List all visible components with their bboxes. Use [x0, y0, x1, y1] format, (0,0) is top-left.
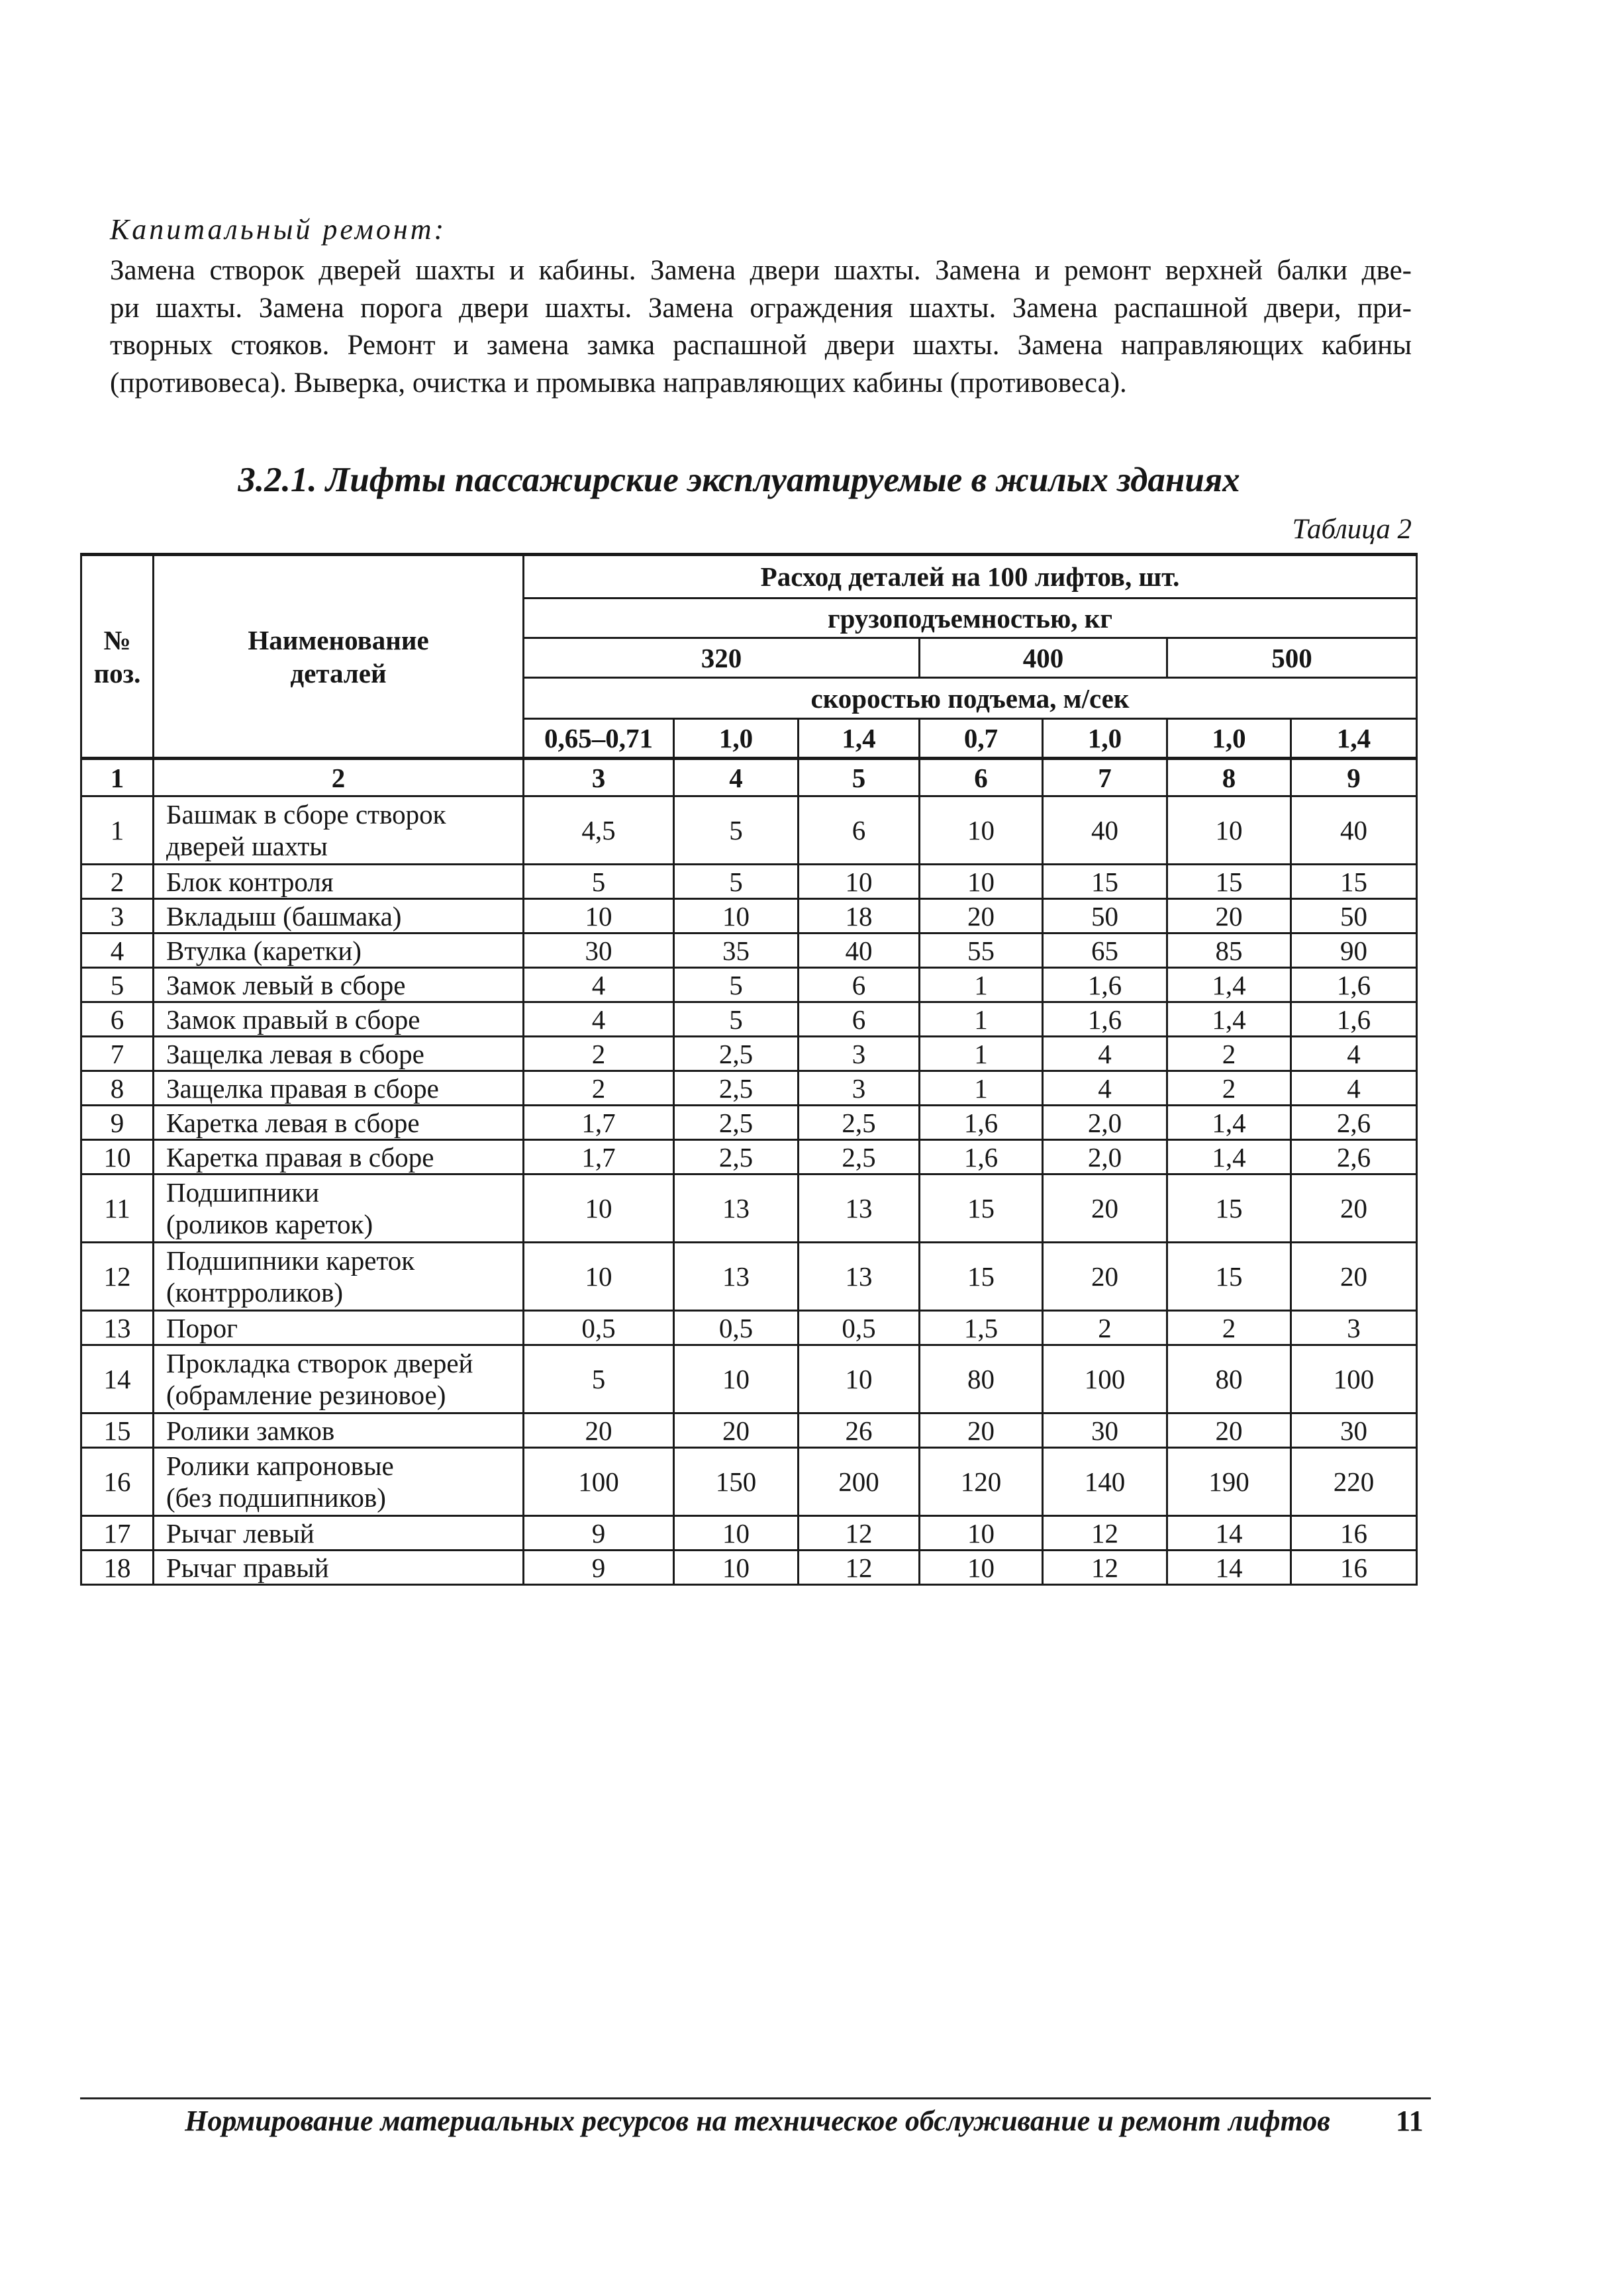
cell-quantity: 1,6	[920, 1140, 1043, 1174]
cell-quantity: 65	[1043, 933, 1167, 968]
cell-quantity: 2,5	[674, 1071, 799, 1106]
header-speed: скоростью подъема, м/сек	[524, 678, 1417, 719]
cell-quantity: 13	[674, 1174, 799, 1243]
cell-part-name-line: (роликов кареток)	[166, 1209, 373, 1239]
cell-quantity: 30	[1291, 1413, 1417, 1448]
cell-part-name	[154, 865, 524, 899]
cell-quantity: 2,6	[1291, 1140, 1417, 1174]
cell-quantity: 55	[920, 933, 1043, 968]
cell-quantity: 10	[799, 1345, 920, 1413]
cell-quantity: 20	[920, 899, 1043, 933]
cell-part-name-line: Порог	[166, 1312, 238, 1343]
cell-quantity: 5	[524, 1345, 674, 1413]
cell-part-name-line: Защелка правая в сборе	[166, 1073, 439, 1104]
cell-quantity: 12	[799, 1516, 920, 1551]
cell-quantity: 1,4	[1167, 1140, 1291, 1174]
cell-quantity: 4	[1043, 1071, 1167, 1106]
cell-quantity: 1	[920, 1037, 1043, 1071]
table-row	[81, 1106, 1417, 1140]
cell-part-name-line: (обрамление резиновое)	[166, 1380, 446, 1410]
cell-part-name-line: Вкладыш (башмака)	[166, 900, 402, 932]
cell-quantity: 40	[1291, 796, 1417, 865]
header-speed-value: 1,0	[674, 719, 799, 759]
cell-quantity: 10	[674, 1345, 799, 1413]
header-capacity: грузоподъемностью, кг	[524, 598, 1417, 638]
header-speed-value: 1,0	[1167, 719, 1291, 759]
cell-quantity: 200	[799, 1448, 920, 1516]
table-body	[81, 796, 1417, 1585]
cell-part-name-line: Каретка левая в сборе	[166, 1107, 420, 1138]
cell-quantity: 3	[1291, 1311, 1417, 1345]
cell-quantity: 2,0	[1043, 1106, 1167, 1140]
cell-quantity: 12	[799, 1551, 920, 1585]
header-part-name	[154, 555, 524, 759]
cell-position: 6	[81, 1002, 154, 1037]
cell-quantity: 20	[1167, 1413, 1291, 1448]
cell-quantity: 0,5	[674, 1311, 799, 1345]
cell-quantity: 15	[1167, 1174, 1291, 1243]
cell-quantity: 85	[1167, 933, 1291, 968]
cell-part-name-line: Ролики капроновые	[166, 1451, 394, 1481]
cell-part-name-line: Замок левый в сборе	[166, 969, 406, 1000]
header-capacity-value: 400	[920, 638, 1167, 678]
table-row	[81, 1516, 1417, 1551]
cell-quantity: 4,5	[524, 796, 674, 865]
cell-quantity: 6	[799, 1002, 920, 1037]
cell-quantity: 2	[1167, 1037, 1291, 1071]
section-title: 3.2.1. Лифты пассажирские эксплуатируемые в жилых зданиях	[238, 461, 1240, 499]
header-speed-value: 1,4	[799, 719, 920, 759]
cell-quantity: 2,5	[674, 1106, 799, 1140]
cell-position: 5	[81, 968, 154, 1002]
cell-quantity: 20	[1043, 1243, 1167, 1311]
cell-position: 3	[81, 899, 154, 933]
cell-quantity: 50	[1291, 899, 1417, 933]
cell-part-name-line: Подшипники	[166, 1177, 319, 1208]
column-number: 3	[524, 759, 674, 796]
cell-quantity: 1,4	[1167, 968, 1291, 1002]
cell-position: 12	[81, 1243, 154, 1311]
header-position-line: поз.	[93, 657, 141, 689]
cell-part-name-line: Ролики замков	[166, 1415, 335, 1446]
cell-quantity: 6	[799, 968, 920, 1002]
cell-quantity: 14	[1167, 1551, 1291, 1585]
table-row	[81, 1037, 1417, 1071]
table-row	[81, 796, 1417, 865]
cell-part-name	[154, 1516, 524, 1551]
cell-part-name	[154, 1413, 524, 1448]
column-number-row	[81, 759, 1417, 796]
cell-quantity: 10	[524, 1243, 674, 1311]
cell-quantity: 15	[920, 1243, 1043, 1311]
cell-quantity: 20	[1043, 1174, 1167, 1243]
cell-quantity: 5	[674, 968, 799, 1002]
page-number: 11	[1396, 2105, 1424, 2137]
cell-part-name	[154, 1037, 524, 1071]
cell-part-name-line: Подшипники кареток	[166, 1245, 415, 1276]
cell-quantity: 10	[799, 865, 920, 899]
column-number: 5	[799, 759, 920, 796]
header-capacity-value: 500	[1167, 638, 1417, 678]
cell-quantity: 10	[920, 1551, 1043, 1585]
table-row	[81, 1002, 1417, 1037]
cell-quantity: 4	[1291, 1071, 1417, 1106]
cell-quantity: 35	[674, 933, 799, 968]
header-speed-value: 0,7	[920, 719, 1043, 759]
cell-part-name-line: Прокладка створок дверей	[166, 1348, 473, 1378]
cell-quantity: 9	[524, 1551, 674, 1585]
cell-quantity: 3	[799, 1037, 920, 1071]
cell-quantity: 5	[674, 865, 799, 899]
cell-quantity: 40	[799, 933, 920, 968]
column-number: 8	[1167, 759, 1291, 796]
cell-quantity: 4	[1043, 1037, 1167, 1071]
cell-position: 16	[81, 1448, 154, 1516]
cell-part-name-line: дверей шахты	[166, 831, 328, 861]
table-row	[81, 1243, 1417, 1311]
cell-part-name-line: Каретка правая в сборе	[166, 1141, 434, 1172]
cell-quantity: 15	[1167, 865, 1291, 899]
capital-repair-heading: Капитальный ремонт:	[110, 213, 447, 246]
cell-quantity: 140	[1043, 1448, 1167, 1516]
cell-position: 1	[81, 796, 154, 865]
cell-position: 18	[81, 1551, 154, 1585]
table-label: Таблица 2	[1292, 514, 1412, 545]
cell-part-name	[154, 968, 524, 1002]
cell-part-name-line: (без подшипников)	[166, 1482, 386, 1513]
cell-quantity: 100	[1291, 1345, 1417, 1413]
table-row	[81, 899, 1417, 933]
cell-quantity: 20	[524, 1413, 674, 1448]
header-position-number	[81, 555, 154, 759]
cell-part-name	[154, 1243, 524, 1311]
table-header	[81, 555, 1417, 796]
cell-part-name	[154, 1002, 524, 1037]
cell-quantity: 190	[1167, 1448, 1291, 1516]
cell-quantity: 10	[524, 1174, 674, 1243]
header-consumption: Расход деталей на 100 лифтов, шт.	[524, 555, 1417, 598]
table-row	[81, 1174, 1417, 1243]
cell-quantity: 100	[524, 1448, 674, 1516]
cell-quantity: 1,5	[920, 1311, 1043, 1345]
table-row	[81, 1551, 1417, 1585]
cell-position: 4	[81, 933, 154, 968]
cell-part-name-line: Блок контроля	[166, 866, 334, 897]
cell-part-name	[154, 899, 524, 933]
cell-quantity: 1	[920, 1002, 1043, 1037]
cell-part-name	[154, 1448, 524, 1516]
paragraph-line: ри шахты. Замена порога двери шахты. Замена ограждения шахты. Замена распашной двери, при-	[110, 292, 1412, 324]
cell-quantity: 4	[524, 1002, 674, 1037]
cell-part-name	[154, 1140, 524, 1174]
cell-quantity: 10	[674, 899, 799, 933]
paragraph-line: творных стояков. Ремонт и замена замка распашной двери шахты. Замена направляющих кабины	[110, 330, 1412, 361]
cell-quantity: 2,5	[674, 1037, 799, 1071]
header-row	[81, 555, 1417, 598]
cell-position: 9	[81, 1106, 154, 1140]
capital-repair-paragraph	[110, 252, 1412, 402]
cell-part-name	[154, 1311, 524, 1345]
footer-title: Нормирование материальных ресурсов на техническое обслуживание и ремонт лифтов	[185, 2105, 1330, 2137]
cell-quantity: 20	[1167, 899, 1291, 933]
cell-quantity: 9	[524, 1516, 674, 1551]
table-row	[81, 1311, 1417, 1345]
cell-quantity: 2	[1167, 1071, 1291, 1106]
cell-quantity: 2,5	[674, 1140, 799, 1174]
cell-quantity: 1,6	[1291, 968, 1417, 1002]
cell-quantity: 1,6	[1043, 1002, 1167, 1037]
cell-quantity: 5	[674, 796, 799, 865]
cell-quantity: 2	[524, 1037, 674, 1071]
cell-quantity: 13	[674, 1243, 799, 1311]
header-capacity-value: 320	[524, 638, 920, 678]
cell-quantity: 1,6	[1043, 968, 1167, 1002]
cell-quantity: 20	[1291, 1174, 1417, 1243]
table-row	[81, 865, 1417, 899]
cell-quantity: 12	[1043, 1551, 1167, 1585]
column-number: 1	[81, 759, 154, 796]
cell-quantity: 120	[920, 1448, 1043, 1516]
cell-quantity: 1,6	[920, 1106, 1043, 1140]
cell-position: 2	[81, 865, 154, 899]
cell-quantity: 220	[1291, 1448, 1417, 1516]
cell-quantity: 18	[799, 899, 920, 933]
cell-quantity: 30	[1043, 1413, 1167, 1448]
cell-quantity: 80	[920, 1345, 1043, 1413]
header-part-name-line: деталей	[290, 657, 387, 689]
cell-position: 13	[81, 1311, 154, 1345]
header-position-line: №	[103, 624, 131, 655]
cell-part-name	[154, 1071, 524, 1106]
cell-position: 10	[81, 1140, 154, 1174]
table-row	[81, 933, 1417, 968]
paragraph-line: Замена створок дверей шахты и кабины. Замена двери шахты. Замена и ремонт верхней балки две-	[110, 255, 1412, 286]
cell-quantity: 15	[1291, 865, 1417, 899]
cell-position: 11	[81, 1174, 154, 1243]
cell-position: 17	[81, 1516, 154, 1551]
cell-quantity: 3	[799, 1071, 920, 1106]
cell-quantity: 1,7	[524, 1106, 674, 1140]
cell-quantity: 10	[674, 1551, 799, 1585]
cell-quantity: 5	[674, 1002, 799, 1037]
cell-quantity: 2	[524, 1071, 674, 1106]
cell-part-name	[154, 1345, 524, 1413]
cell-quantity: 10	[920, 865, 1043, 899]
cell-quantity: 15	[920, 1174, 1043, 1243]
cell-part-name-line: Защелка левая в сборе	[166, 1038, 424, 1069]
cell-quantity: 4	[1291, 1037, 1417, 1071]
cell-quantity: 150	[674, 1448, 799, 1516]
cell-quantity: 10	[920, 796, 1043, 865]
cell-quantity: 90	[1291, 933, 1417, 968]
cell-part-name-line: Рычаг правый	[166, 1552, 329, 1583]
cell-part-name	[154, 1551, 524, 1585]
cell-quantity: 13	[799, 1243, 920, 1311]
column-number: 9	[1291, 759, 1417, 796]
cell-quantity: 15	[1043, 865, 1167, 899]
cell-part-name	[154, 1106, 524, 1140]
parts-consumption-table	[80, 553, 1418, 1586]
cell-quantity: 20	[920, 1413, 1043, 1448]
cell-position: 7	[81, 1037, 154, 1071]
cell-quantity: 2	[1167, 1311, 1291, 1345]
cell-quantity: 50	[1043, 899, 1167, 933]
cell-quantity: 40	[1043, 796, 1167, 865]
cell-quantity: 80	[1167, 1345, 1291, 1413]
cell-part-name-line: Втулка (каретки)	[166, 935, 362, 966]
cell-quantity: 0,5	[799, 1311, 920, 1345]
cell-quantity: 100	[1043, 1345, 1167, 1413]
cell-quantity: 12	[1043, 1516, 1167, 1551]
cell-quantity: 1	[920, 968, 1043, 1002]
header-speed-value: 0,65–0,71	[524, 719, 674, 759]
cell-quantity: 4	[524, 968, 674, 1002]
header-speed-value: 1,0	[1043, 719, 1167, 759]
table-row	[81, 1140, 1417, 1174]
cell-quantity: 13	[799, 1174, 920, 1243]
column-number: 6	[920, 759, 1043, 796]
cell-quantity: 2,6	[1291, 1106, 1417, 1140]
cell-quantity: 10	[920, 1516, 1043, 1551]
cell-part-name-line: Замок правый в сборе	[166, 1004, 420, 1035]
cell-quantity: 1	[920, 1071, 1043, 1106]
paragraph-line: (противовеса). Выверка, очистка и промывка направляющих кабины (противовеса).	[110, 367, 1127, 399]
cell-quantity: 14	[1167, 1516, 1291, 1551]
table-row	[81, 1413, 1417, 1448]
table-row	[81, 1071, 1417, 1106]
cell-quantity: 6	[799, 796, 920, 865]
cell-quantity: 20	[674, 1413, 799, 1448]
cell-quantity: 20	[1291, 1243, 1417, 1311]
cell-part-name-line: Рычаг левый	[166, 1517, 315, 1549]
cell-quantity: 2,5	[799, 1106, 920, 1140]
column-number: 7	[1043, 759, 1167, 796]
cell-quantity: 16	[1291, 1516, 1417, 1551]
cell-quantity: 2,5	[799, 1140, 920, 1174]
cell-quantity: 2,0	[1043, 1140, 1167, 1174]
cell-quantity: 10	[1167, 796, 1291, 865]
cell-position: 15	[81, 1413, 154, 1448]
cell-quantity: 2	[1043, 1311, 1167, 1345]
cell-quantity: 16	[1291, 1551, 1417, 1585]
cell-quantity: 10	[674, 1516, 799, 1551]
cell-quantity: 1,7	[524, 1140, 674, 1174]
cell-quantity: 1,4	[1167, 1106, 1291, 1140]
table-row	[81, 1448, 1417, 1516]
cell-quantity: 1,6	[1291, 1002, 1417, 1037]
table-row	[81, 1345, 1417, 1413]
cell-part-name-line: Башмак в сборе створок	[166, 799, 446, 830]
cell-part-name-line: (контрроликов)	[166, 1277, 344, 1308]
cell-part-name	[154, 796, 524, 865]
column-number: 2	[154, 759, 524, 796]
header-part-name-line: Наименование	[248, 624, 429, 655]
header-speed-value: 1,4	[1291, 719, 1417, 759]
cell-part-name	[154, 1174, 524, 1243]
cell-quantity: 26	[799, 1413, 920, 1448]
cell-quantity: 15	[1167, 1243, 1291, 1311]
cell-quantity: 5	[524, 865, 674, 899]
cell-part-name	[154, 933, 524, 968]
cell-quantity: 10	[524, 899, 674, 933]
column-number: 4	[674, 759, 799, 796]
cell-position: 8	[81, 1071, 154, 1106]
cell-quantity: 30	[524, 933, 674, 968]
footer-divider	[80, 2097, 1431, 2099]
cell-position: 14	[81, 1345, 154, 1413]
table-row	[81, 968, 1417, 1002]
cell-quantity: 1,4	[1167, 1002, 1291, 1037]
cell-quantity: 0,5	[524, 1311, 674, 1345]
